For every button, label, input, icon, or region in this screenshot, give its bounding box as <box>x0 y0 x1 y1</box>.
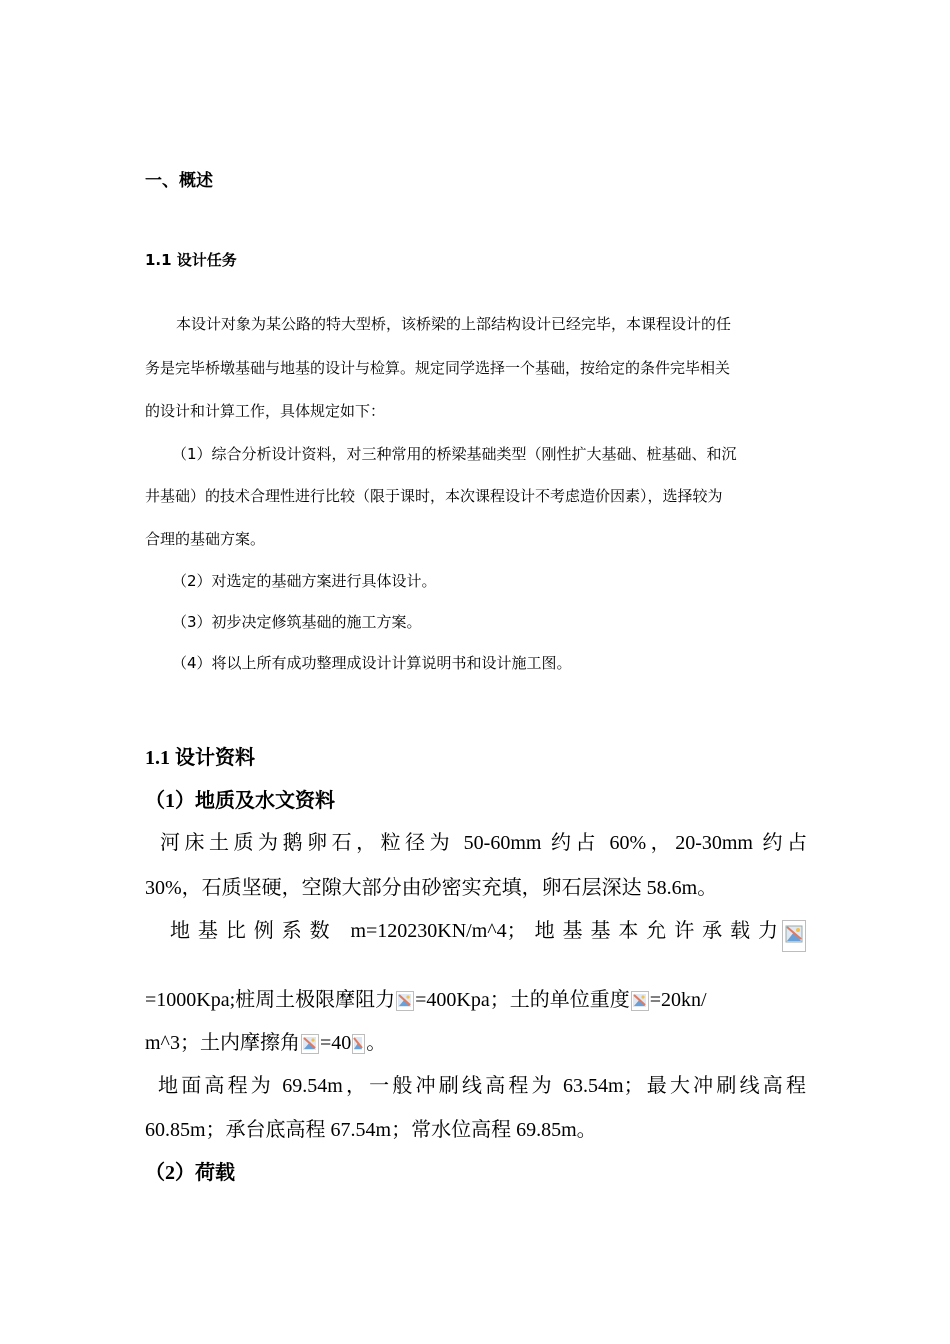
para3-line-2: 60.85m；承台底高程 67.54m；常水位高程 69.85m。 <box>145 1119 597 1141</box>
para2-line-1: 地基比例系数 m=120230KN/m^4；地基基本允许承载力 <box>170 920 778 942</box>
para2-text-e: =40 <box>319 1032 352 1054</box>
para3-line-1: 地面高程为 69.54m，一般冲刷线高程为 63.54m；最大冲刷线高程 <box>158 1075 806 1097</box>
item2: （2）对选定的基础方案进行具体设计。 <box>172 572 437 590</box>
para1-line-1: 河床土质为鹅卵石，粒径为 50-60mm 约占 60%，20-30mm 约占 <box>160 832 807 854</box>
formula-image-icon <box>782 920 806 952</box>
formula-image-icon <box>352 1034 365 1054</box>
item3: （3）初步决定修筑基础的施工方案。 <box>172 613 422 631</box>
section-design-task-title: 1.1 设计任务 <box>145 251 237 269</box>
para2-text-d: m^3；土内摩擦角 <box>145 1032 300 1054</box>
subsection-geology-hydrology: （1）地质及水文资料 <box>145 790 335 812</box>
para2-text-c: =20kn/ <box>649 989 707 1011</box>
formula-image-icon <box>301 1034 319 1054</box>
formula-image-icon <box>631 991 649 1011</box>
section-design-data-title: 1.1 设计资料 <box>145 747 255 769</box>
para1-line-2: 30%，石质坚硬，空隙大部分由砂密实充填，卵石层深达 58.6m。 <box>145 877 718 899</box>
heading-overview: 一、概述 <box>145 171 213 191</box>
item1-line-1: （1）综合分析设计资料，对三种常用的桥梁基础类型（刚性扩大基础、桩基础、和沉 <box>172 445 737 463</box>
formula-image-icon <box>396 991 414 1011</box>
para2-line-2 <box>145 983 707 1012</box>
item4: （4）将以上所有成功整理成设计计算说明书和设计施工图。 <box>172 654 572 672</box>
item1-line-2: 井基础）的技术合理性进行比较（限于课时，本次课程设计不考虑造价因素），选择较为 <box>145 487 723 505</box>
intro-line-3: 的设计和计算工作，具体规定如下： <box>145 402 386 420</box>
subsection-loads: （2）荷载 <box>145 1162 235 1184</box>
intro-line-1: 本设计对象为某公路的特大型桥，该桥梁的上部结构设计已经完毕，本课程设计的任 <box>176 315 732 333</box>
item1-line-3: 合理的基础方案。 <box>145 530 266 548</box>
para2-text-b: =400Kpa；土的单位重度 <box>415 989 630 1011</box>
para2-line-3 <box>145 1026 386 1055</box>
intro-line-2: 务是完毕桥墩基础与地基的设计与检算。规定同学选择一个基础，按给定的条件完毕相关 <box>145 359 731 377</box>
para2-text-a: =1000Kpa;桩周土极限摩阻力 <box>145 989 396 1011</box>
para2-text-f: 。 <box>366 1032 387 1054</box>
